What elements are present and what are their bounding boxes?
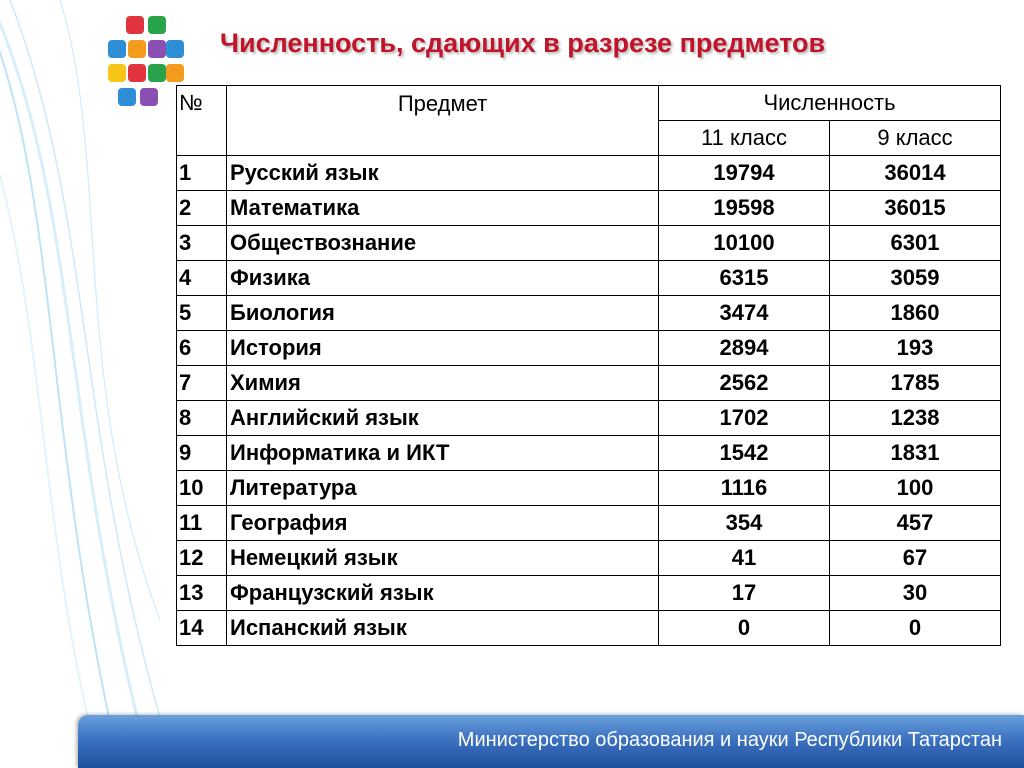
row-grade11-count: 3474 <box>659 296 830 331</box>
row-number: 7 <box>177 366 227 401</box>
row-subject: Литература <box>227 471 659 506</box>
table-row <box>177 471 1001 506</box>
table-row <box>177 506 1001 541</box>
footer-banner <box>78 715 1024 768</box>
row-grade9-count: 457 <box>830 506 1001 541</box>
row-grade11-count: 17 <box>659 576 830 611</box>
table-row <box>177 226 1001 261</box>
row-number: 14 <box>177 611 227 646</box>
row-grade11-count: 1542 <box>659 436 830 471</box>
row-subject: Физика <box>227 261 659 296</box>
page-title: Численность, сдающих в разрезе предметов <box>220 28 826 58</box>
row-subject: Испанский язык <box>227 611 659 646</box>
table-row <box>177 191 1001 226</box>
subjects-table <box>176 85 1001 646</box>
table-row <box>177 331 1001 366</box>
row-grade9-count: 1860 <box>830 296 1001 331</box>
row-grade11-count: 19794 <box>659 156 830 191</box>
row-grade11-count: 354 <box>659 506 830 541</box>
header-grade11: 11 класс <box>659 121 830 156</box>
row-subject: Французский язык <box>227 576 659 611</box>
table-row <box>177 401 1001 436</box>
row-grade11-count: 1116 <box>659 471 830 506</box>
row-subject: Обществознание <box>227 226 659 261</box>
row-grade9-count: 1831 <box>830 436 1001 471</box>
row-number: 9 <box>177 436 227 471</box>
table-row <box>177 156 1001 191</box>
header-subject: Предмет <box>227 86 659 156</box>
row-grade9-count: 1785 <box>830 366 1001 401</box>
header-count: Численность <box>659 86 1001 121</box>
row-number: 11 <box>177 506 227 541</box>
row-grade9-count: 0 <box>830 611 1001 646</box>
row-grade11-count: 6315 <box>659 261 830 296</box>
row-grade9-count: 100 <box>830 471 1001 506</box>
row-grade9-count: 30 <box>830 576 1001 611</box>
row-number: 12 <box>177 541 227 576</box>
row-subject: Русский язык <box>227 156 659 191</box>
row-grade9-count: 1238 <box>830 401 1001 436</box>
table-row <box>177 366 1001 401</box>
row-grade11-count: 0 <box>659 611 830 646</box>
row-grade11-count: 2562 <box>659 366 830 401</box>
row-subject: Математика <box>227 191 659 226</box>
row-grade9-count: 3059 <box>830 261 1001 296</box>
row-subject: Английский язык <box>227 401 659 436</box>
ministry-logo-icon <box>106 14 186 114</box>
row-grade11-count: 19598 <box>659 191 830 226</box>
row-grade9-count: 6301 <box>830 226 1001 261</box>
table-row <box>177 261 1001 296</box>
row-number: 8 <box>177 401 227 436</box>
table-row <box>177 296 1001 331</box>
row-grade9-count: 36015 <box>830 191 1001 226</box>
row-number: 3 <box>177 226 227 261</box>
row-number: 1 <box>177 156 227 191</box>
background-swoosh-decoration <box>0 0 200 768</box>
row-number: 5 <box>177 296 227 331</box>
row-subject: Немецкий язык <box>227 541 659 576</box>
row-grade11-count: 41 <box>659 541 830 576</box>
row-grade9-count: 67 <box>830 541 1001 576</box>
row-subject: Информатика и ИКТ <box>227 436 659 471</box>
row-subject: История <box>227 331 659 366</box>
row-number: 6 <box>177 331 227 366</box>
header-grade9: 9 класс <box>830 121 1001 156</box>
row-grade11-count: 10100 <box>659 226 830 261</box>
row-number: 13 <box>177 576 227 611</box>
row-number: 2 <box>177 191 227 226</box>
row-grade9-count: 36014 <box>830 156 1001 191</box>
table-row <box>177 541 1001 576</box>
table-row <box>177 576 1001 611</box>
table-header-row <box>177 86 1001 121</box>
row-grade9-count: 193 <box>830 331 1001 366</box>
row-grade11-count: 2894 <box>659 331 830 366</box>
row-number: 4 <box>177 261 227 296</box>
row-grade11-count: 1702 <box>659 401 830 436</box>
footer-text: Министерство образования и науки Республики Татарстан <box>457 729 1002 751</box>
row-subject: География <box>227 506 659 541</box>
row-subject: Биология <box>227 296 659 331</box>
row-subject: Химия <box>227 366 659 401</box>
table-row <box>177 436 1001 471</box>
header-num: № <box>177 86 227 156</box>
row-number: 10 <box>177 471 227 506</box>
table-row <box>177 611 1001 646</box>
